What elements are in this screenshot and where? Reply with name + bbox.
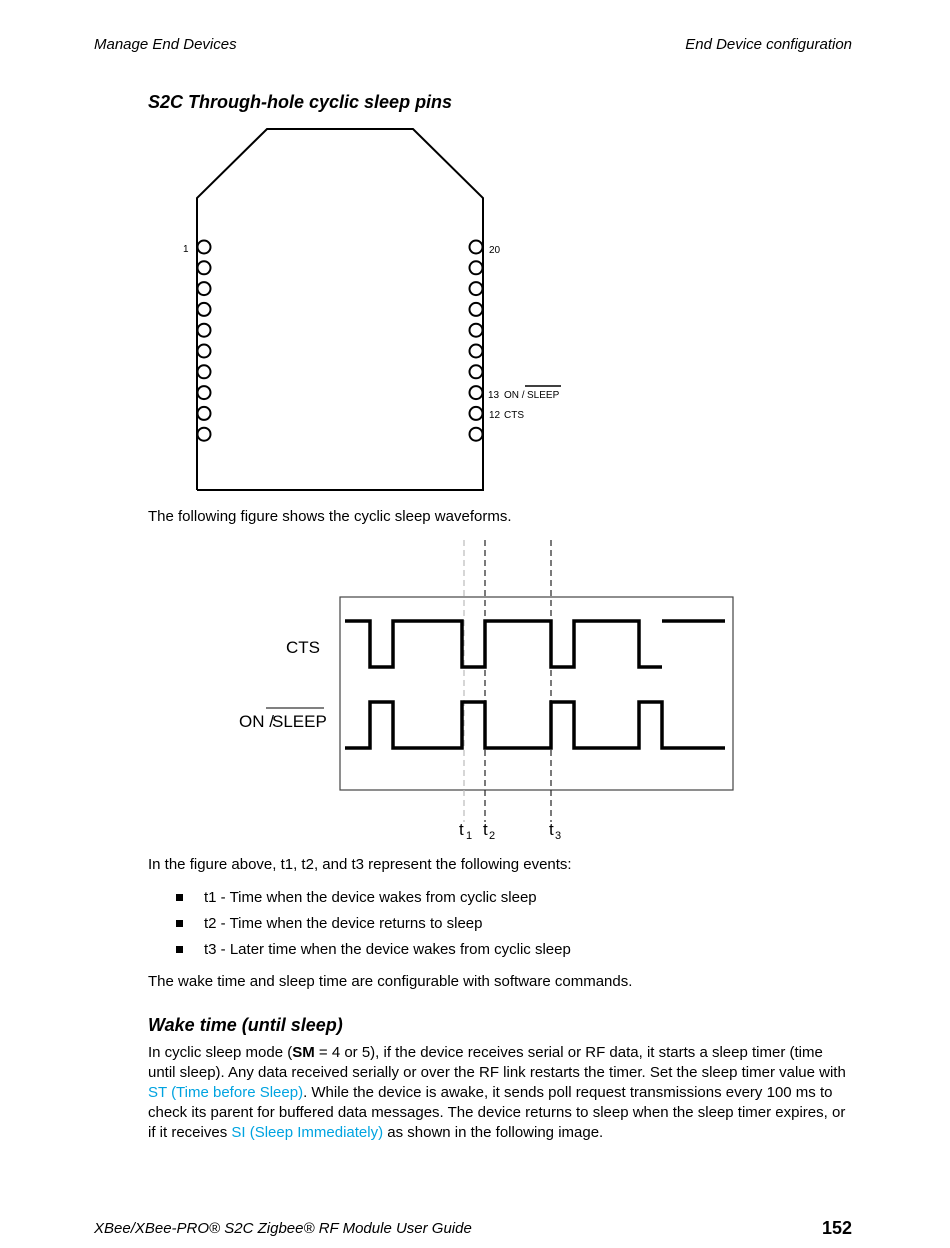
st-link[interactable]: ST (Time before Sleep) <box>148 1084 304 1101</box>
pin-circle <box>198 303 211 316</box>
events-intro: In the figure above, t1, t2, and t3 represent the following events: <box>148 856 572 873</box>
section-title: S2C Through-hole cyclic sleep pins <box>148 92 453 112</box>
pin-circle <box>198 365 211 378</box>
list-item: t2 - Time when the device returns to sleep <box>176 911 571 937</box>
list-item: t1 - Time when the device wakes from cyclic sleep <box>176 885 571 911</box>
cts-waveform <box>345 621 662 667</box>
page-number: 152 <box>821 1218 852 1238</box>
pin-circle <box>470 282 483 295</box>
on-label: ON / <box>239 712 274 731</box>
pin-circle <box>470 365 483 378</box>
pin-circle <box>198 261 211 274</box>
pin-circle <box>470 241 483 254</box>
waveform-intro: The following figure shows the cyclic sleep waveforms. <box>148 508 512 525</box>
pin-circle <box>470 324 483 337</box>
pins-left <box>198 241 211 441</box>
wake-time-paragraph: In cyclic sleep mode (SM = 4 or 5), if the device receives serial or RF data, it starts a sleep timer (time until sleep). Any data received serially or over the RF link restarts the timer. Set the sleep timer value with ST (Time before Sleep). While the device is awake, it sends poll request transmissions every 100 ms to check its parent for buffered data messages. The device returns to sleep when the sleep timer expires, or if it receives SI (Sleep Immediately) as shown in the following image. <box>148 1044 846 1141</box>
header-chapter: End Device configuration <box>685 36 852 53</box>
wake-time-title: Wake time (until sleep) <box>148 1015 343 1035</box>
bullet-icon <box>176 894 183 901</box>
t3-subscript: 3 <box>555 830 562 842</box>
bullet-icon <box>176 946 183 953</box>
t3-label: t <box>549 820 554 839</box>
list-item: t3 - Later time when the device wakes from cyclic sleep <box>176 937 571 963</box>
pins-right <box>470 241 483 441</box>
pin-12-label: CTS <box>504 410 524 421</box>
pin-circle <box>198 345 211 358</box>
pin-12-number: 12 <box>489 410 501 421</box>
t1-subscript: 1 <box>466 830 473 842</box>
sleep-label: SLEEP <box>272 712 327 731</box>
pin-circle <box>470 428 483 441</box>
header-section: Manage End Devices <box>94 36 237 53</box>
pin-circle <box>198 428 211 441</box>
pin-13-sleep-label: SLEEP <box>527 390 560 401</box>
on-sleep-waveform <box>345 702 725 748</box>
pin-circle <box>198 407 211 420</box>
pin-circle <box>470 303 483 316</box>
module-outline <box>197 129 483 490</box>
pin-circle <box>470 386 483 399</box>
waveform-figure <box>0 530 950 850</box>
waveform-frame <box>340 597 733 790</box>
cts-label: CTS <box>286 638 320 657</box>
footer-guide-title: XBee/XBee-PRO® S2C Zigbee® RF Module User Guide <box>94 1220 472 1237</box>
si-link[interactable]: SI (Sleep Immediately) <box>231 1124 384 1141</box>
pin-circle <box>198 324 211 337</box>
pin-circle <box>198 386 211 399</box>
pin-circle <box>470 345 483 358</box>
config-note: The wake time and sleep time are configurable with software commands. <box>148 973 633 990</box>
events-list <box>176 885 571 963</box>
pin-circle <box>198 241 211 254</box>
pin-circle <box>470 407 483 420</box>
pin-1-label: 1 <box>183 244 189 255</box>
pin-circle <box>198 282 211 295</box>
t1-label: t <box>459 820 464 839</box>
sm-command: SM <box>292 1044 315 1061</box>
t2-subscript: 2 <box>489 830 496 842</box>
pin-13-on-label: ON / <box>504 390 525 401</box>
bullet-icon <box>176 920 183 927</box>
pin-circle <box>470 261 483 274</box>
t2-label: t <box>483 820 488 839</box>
pin-13-number: 13 <box>488 390 500 401</box>
pin-20-label: 20 <box>489 245 501 256</box>
pin-diagram <box>0 0 950 500</box>
